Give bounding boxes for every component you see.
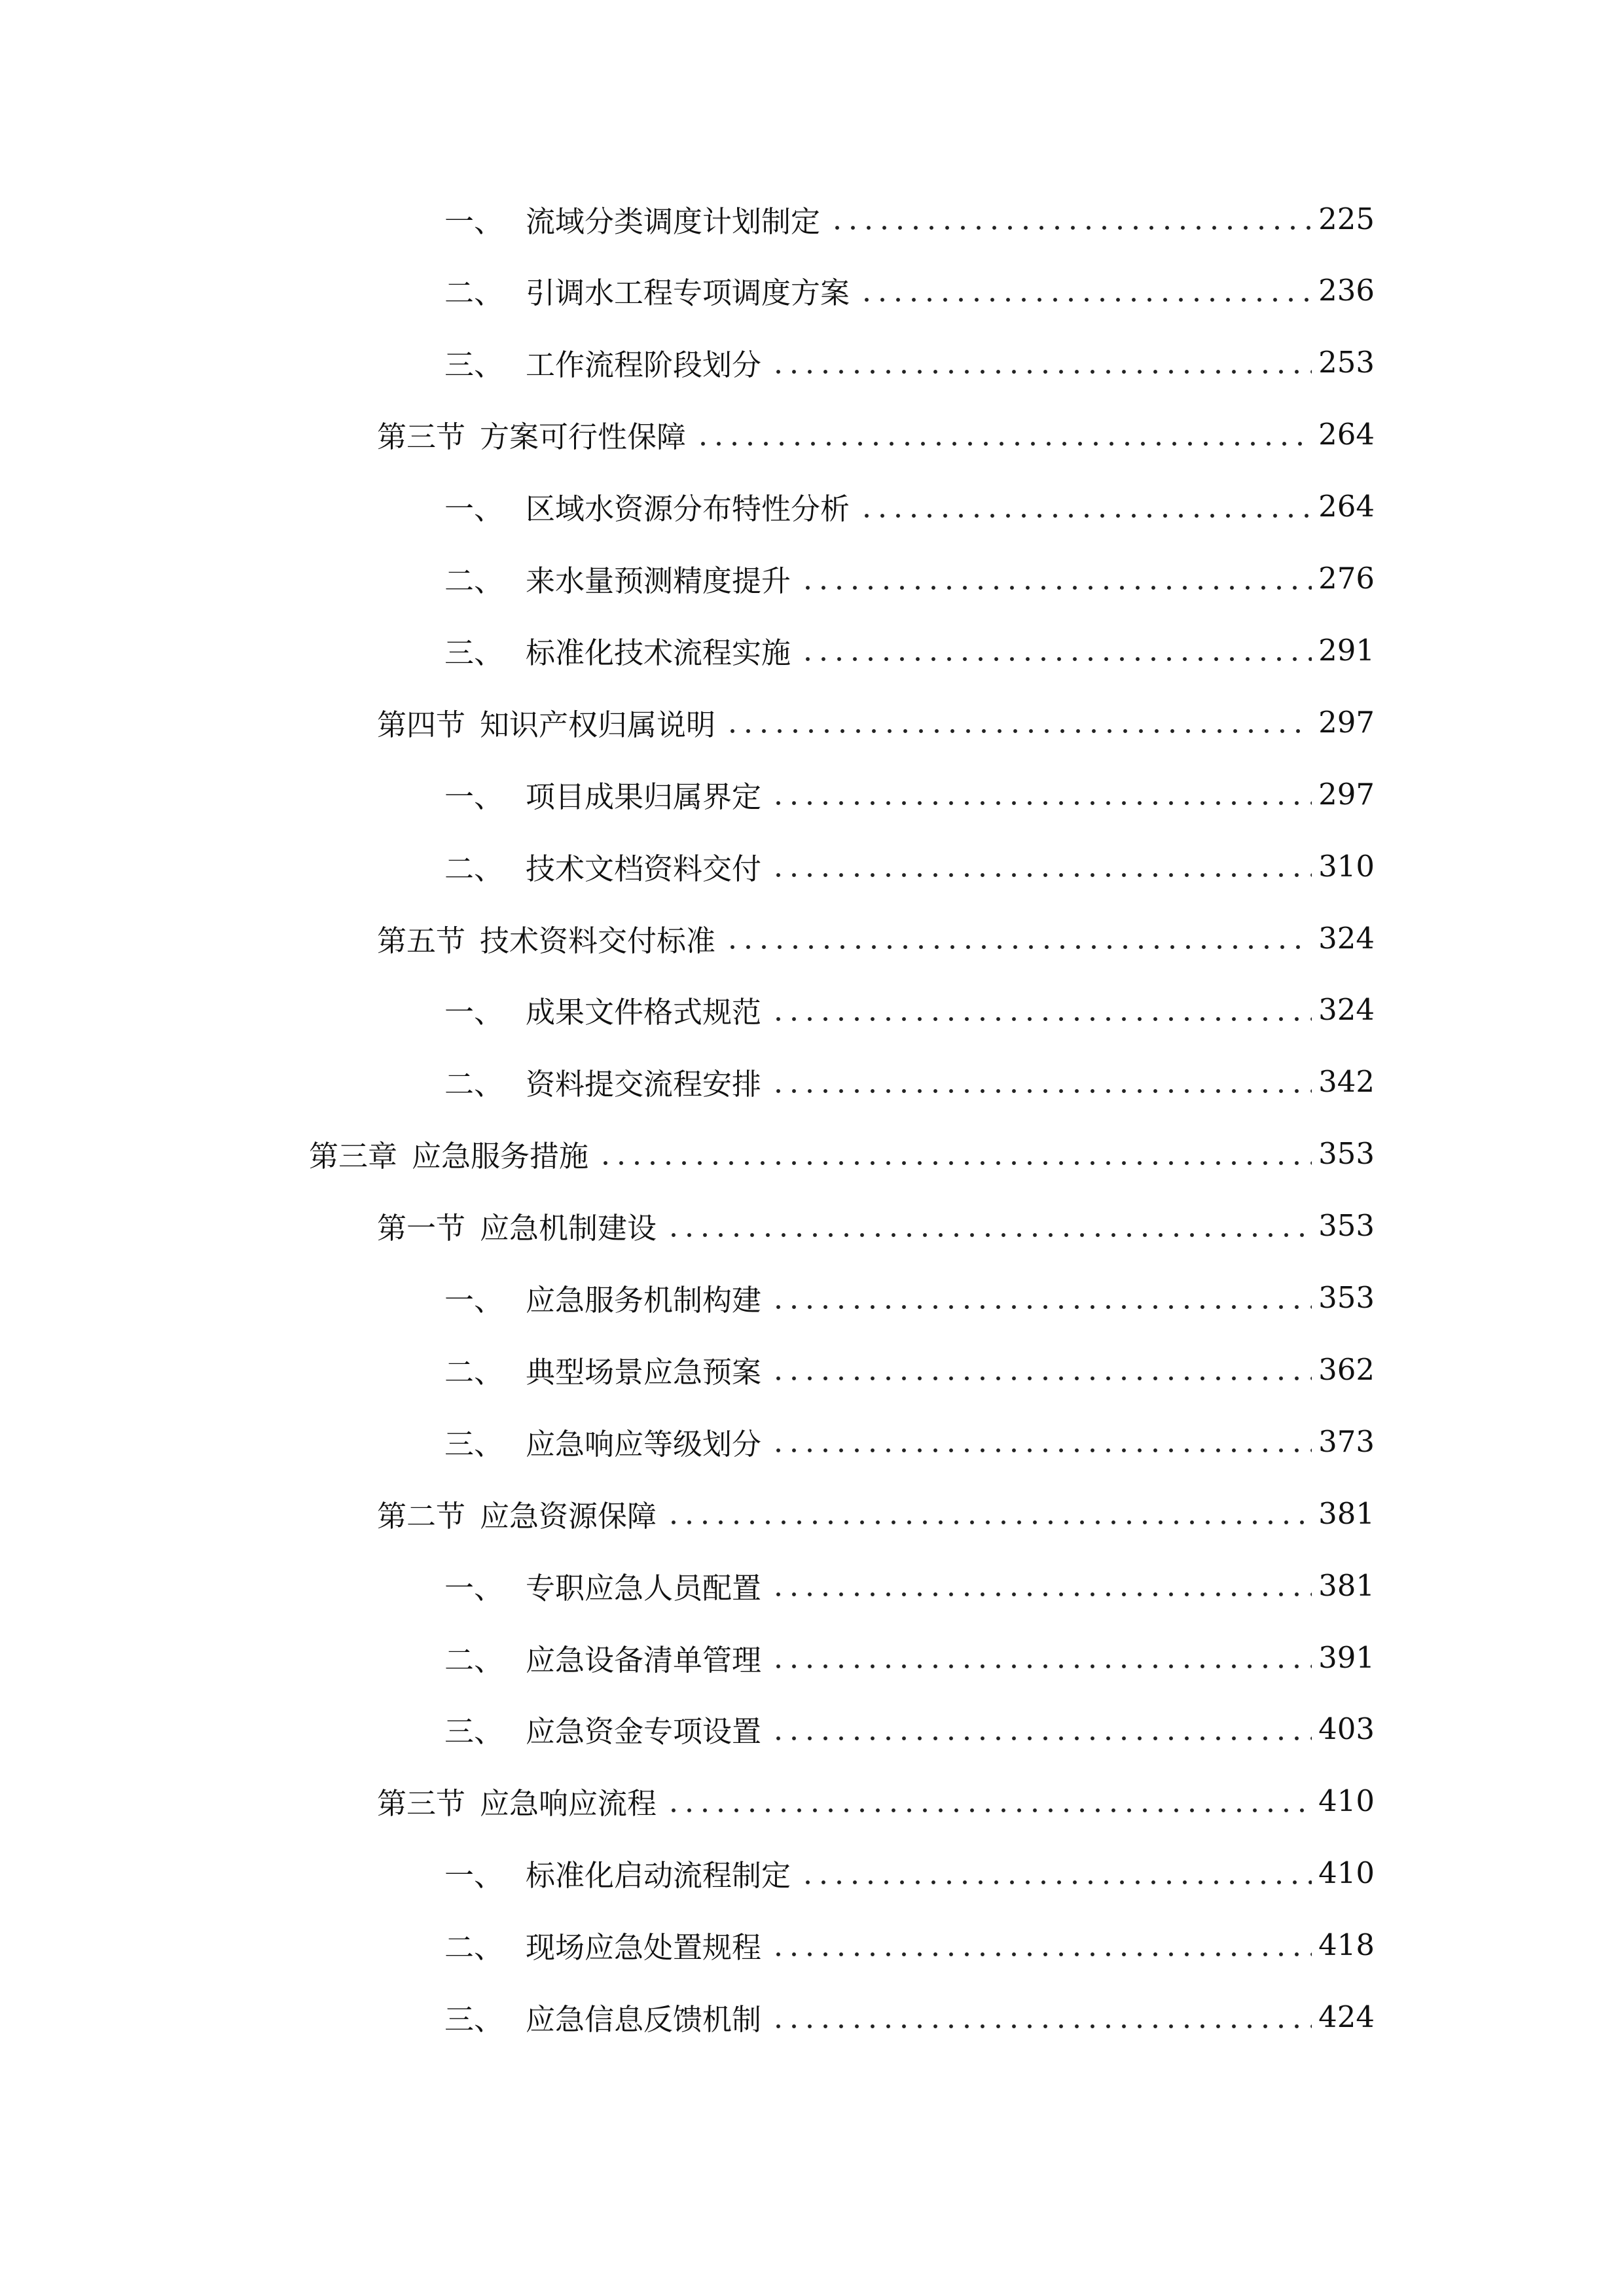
toc-entry-page-number: 418 (1318, 1928, 1375, 1963)
dot-leader (859, 258, 1312, 323)
toc-entry-item[interactable] (444, 258, 1375, 323)
toc-entry-page-number: 410 (1318, 1784, 1375, 1819)
toc-entry-item[interactable] (444, 546, 1375, 611)
toc-entry-number: 第一节 (377, 1211, 466, 1246)
toc-entry-section[interactable] (377, 1193, 1375, 1259)
toc-entry-title: 资料提交流程安排 (526, 1067, 762, 1102)
toc-entry-item[interactable] (444, 1984, 1375, 2050)
dot-leader (859, 474, 1312, 539)
toc-entry-title: 应急机制建设 (480, 1211, 657, 1246)
toc-entry-section[interactable] (377, 402, 1375, 467)
dot-leader (800, 546, 1312, 611)
toc-entry-section[interactable] (377, 905, 1375, 971)
toc-entry-title: 应急信息反馈机制 (526, 2002, 762, 2037)
dot-leader (770, 833, 1312, 899)
toc-entry-number: 二、 (444, 1930, 504, 1965)
toc-entry-title: 应急资金专项设置 (526, 1714, 762, 1749)
dot-leader (770, 330, 1312, 395)
toc-entry-title: 流域分类调度计划制定 (526, 204, 821, 239)
toc-entry-number: 第四节 (377, 707, 466, 742)
dot-leader (666, 1480, 1312, 1546)
toc-entry-title: 项目成果归属界定 (526, 779, 762, 814)
toc-entry-number: 第三节 (377, 1786, 466, 1821)
toc-entry-item[interactable] (444, 1265, 1375, 1331)
toc-entry-item[interactable] (444, 186, 1375, 251)
toc-entry-number: 一、 (444, 779, 504, 814)
toc-entry-item[interactable] (444, 761, 1375, 827)
toc-entry-page-number: 297 (1318, 704, 1375, 740)
dot-leader (829, 186, 1312, 251)
toc-entry-item[interactable] (444, 1408, 1375, 1474)
dot-leader (666, 1193, 1312, 1259)
dot-leader (770, 1265, 1312, 1331)
dot-leader (770, 977, 1312, 1043)
toc-entry-number: 第三节 (377, 420, 466, 455)
toc-entry-item[interactable] (444, 474, 1375, 539)
toc-entry-title: 应急服务机制构建 (526, 1283, 762, 1318)
toc-entry-page-number: 410 (1318, 1856, 1375, 1891)
toc-entry-number: 三、 (444, 2002, 504, 2037)
toc-entry-number: 二、 (444, 1642, 504, 1677)
toc-entry-item[interactable] (444, 977, 1375, 1043)
toc-entry-page-number: 276 (1318, 561, 1375, 596)
dot-leader (770, 761, 1312, 827)
toc-entry-title: 技术文档资料交付 (526, 851, 762, 886)
toc-entry-number: 二、 (444, 1067, 504, 1102)
toc-entry-page-number: 391 (1318, 1640, 1375, 1675)
toc-entry-title: 工作流程阶段划分 (526, 348, 762, 383)
toc-entry-number: 一、 (444, 995, 504, 1030)
toc-entry-page-number: 342 (1318, 1064, 1375, 1100)
toc-entry-title: 现场应急处置规程 (526, 1930, 762, 1965)
toc-entry-title: 引调水工程专项调度方案 (526, 276, 850, 311)
toc-entry-title: 来水量预测精度提升 (526, 564, 791, 598)
toc-entry-page-number: 297 (1318, 776, 1375, 812)
dot-leader (800, 617, 1312, 683)
toc-entry-number: 二、 (444, 276, 504, 311)
toc-entry-page-number: 353 (1318, 1280, 1375, 1315)
dot-leader (725, 905, 1312, 971)
toc-entry-page-number: 264 (1318, 489, 1375, 524)
dot-leader (770, 1696, 1312, 1762)
toc-entry-title: 成果文件格式规范 (526, 995, 762, 1030)
toc-entry-item[interactable] (444, 330, 1375, 395)
toc-entry-page-number: 353 (1318, 1136, 1375, 1172)
toc-entry-item[interactable] (444, 1624, 1375, 1690)
dot-leader (800, 1840, 1312, 1906)
dot-leader (725, 689, 1312, 755)
toc-entry-number: 三、 (444, 635, 504, 670)
toc-entry-number: 一、 (444, 492, 504, 527)
toc-entry-title: 标准化技术流程实施 (526, 635, 791, 670)
toc-entry-title: 应急设备清单管理 (526, 1642, 762, 1677)
toc-entry-section[interactable] (377, 1768, 1375, 1834)
dot-leader (770, 1552, 1312, 1618)
toc-entry-item[interactable] (444, 1696, 1375, 1762)
toc-entry-title: 专职应急人员配置 (526, 1570, 762, 1605)
toc-entry-title: 标准化启动流程制定 (526, 1858, 791, 1893)
dot-leader (770, 1408, 1312, 1474)
toc-entry-page-number: 362 (1318, 1352, 1375, 1387)
dot-leader (598, 1121, 1312, 1187)
toc-entry-number: 二、 (444, 564, 504, 598)
dot-leader (666, 1768, 1312, 1834)
toc-entry-item[interactable] (444, 1912, 1375, 1978)
toc-entry-page-number: 310 (1318, 848, 1375, 884)
toc-entry-number: 一、 (444, 1570, 504, 1605)
toc-entry-page-number: 373 (1318, 1424, 1375, 1459)
toc-entry-page-number: 264 (1318, 417, 1375, 452)
toc-entry-number: 三、 (444, 1714, 504, 1749)
toc-entry-page-number: 424 (1318, 2000, 1375, 2034)
toc-entry-item[interactable] (444, 1840, 1375, 1906)
toc-entry-number: 三、 (444, 348, 504, 383)
toc-entry-number: 二、 (444, 1354, 504, 1390)
toc-entry-number: 第五节 (377, 923, 466, 958)
toc-entry-section[interactable] (377, 689, 1375, 755)
toc-entry-page-number: 403 (1318, 1712, 1375, 1747)
toc-entry-section[interactable] (377, 1480, 1375, 1546)
toc-entry-page-number: 236 (1318, 273, 1375, 308)
toc-entry-item[interactable] (444, 833, 1375, 899)
toc-entry-title: 典型场景应急预案 (526, 1354, 762, 1390)
toc-entry-page-number: 381 (1318, 1496, 1375, 1531)
toc-entry-chapter[interactable] (309, 1121, 1375, 1187)
toc-entry-title: 知识产权归属说明 (480, 707, 716, 742)
toc-entry-number: 一、 (444, 204, 504, 239)
toc-entry-item[interactable] (444, 1552, 1375, 1618)
toc-entry-page-number: 324 (1318, 992, 1375, 1028)
toc-entry-title: 应急资源保障 (480, 1498, 657, 1534)
toc-entry-number: 第三章 (309, 1139, 398, 1174)
dot-leader (770, 1049, 1312, 1115)
toc-entry-title: 区域水资源分布特性分析 (526, 492, 850, 527)
toc-entry-page-number: 225 (1318, 201, 1375, 236)
toc-entry-title: 应急响应流程 (480, 1786, 657, 1821)
toc-entry-number: 二、 (444, 851, 504, 886)
toc-entry-title: 应急服务措施 (412, 1139, 589, 1174)
toc-entry-number: 三、 (444, 1426, 504, 1462)
toc-entry-item[interactable] (444, 617, 1375, 683)
toc-entry-number: 一、 (444, 1283, 504, 1318)
toc-entry-title: 应急响应等级划分 (526, 1426, 762, 1462)
toc-entry-title: 技术资料交付标准 (480, 923, 716, 958)
toc-entry-page-number: 353 (1318, 1208, 1375, 1244)
toc-entry-number: 一、 (444, 1858, 504, 1893)
toc-entry-item[interactable] (444, 1336, 1375, 1402)
toc-entry-number: 第二节 (377, 1498, 466, 1534)
dot-leader (770, 1912, 1312, 1978)
toc-entry-page-number: 253 (1318, 345, 1375, 380)
toc-entry-item[interactable] (444, 1049, 1375, 1115)
toc-entry-page-number: 324 (1318, 920, 1375, 956)
dot-leader (770, 1624, 1312, 1690)
dot-leader (770, 1984, 1312, 2050)
dot-leader (770, 1336, 1312, 1402)
dot-leader (695, 402, 1312, 467)
toc-entry-page-number: 381 (1318, 1568, 1375, 1603)
toc-entry-title: 方案可行性保障 (480, 420, 687, 455)
toc-entry-page-number: 291 (1318, 632, 1375, 668)
